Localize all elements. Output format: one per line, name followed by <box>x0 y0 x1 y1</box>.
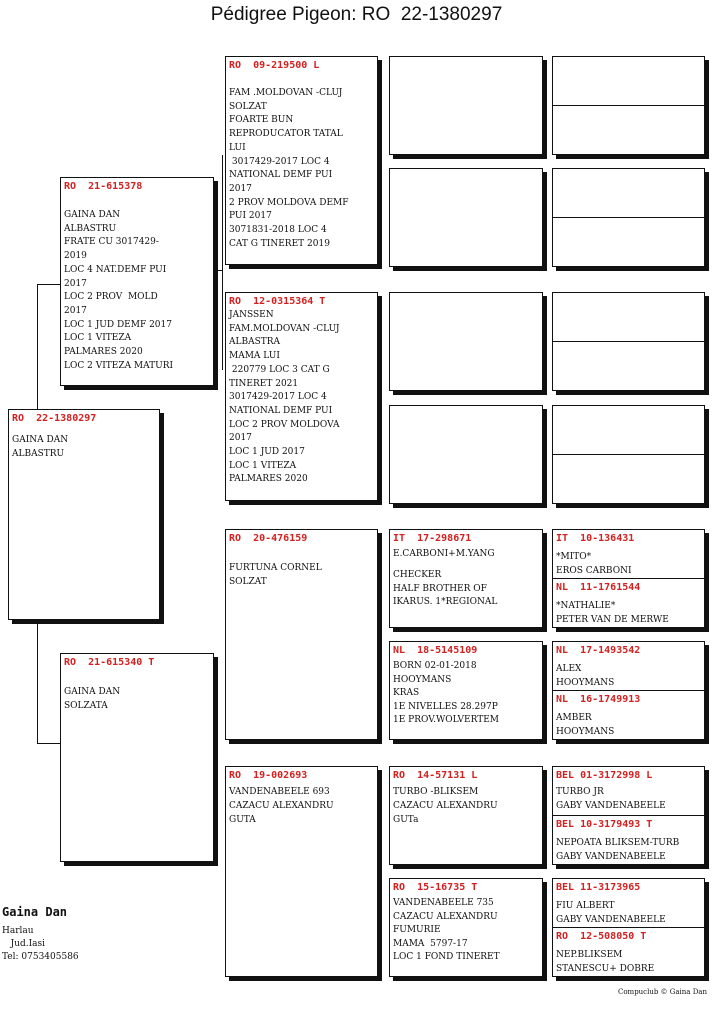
pedigree-card-empty[interactable] <box>552 168 705 267</box>
pigeon-info: VANDENABEELE 693 CAZACU ALEXANDRU GUTA <box>229 787 334 825</box>
ring-number: RO 14-57131 L <box>393 770 478 781</box>
pedigree-card-g4-pair[interactable] <box>552 529 705 628</box>
pigeon-info: CHECKER HALF BROTHER OF IKARUS. 1*REGIONAL <box>393 570 498 607</box>
pedigree-card-empty[interactable] <box>552 405 705 504</box>
breeder-address: Harlau Jud.Iasi Tel: 0753405586 <box>2 926 79 962</box>
ring-number: RO 19-002693 <box>229 770 308 781</box>
pedigree-card-dam-dam[interactable] <box>225 766 378 977</box>
pigeon-info: GAINA DAN ALBASTRU FRATE CU 3017429- 2019 LOC 4 NAT.DEMF PUI 2017 LOC 2 PROV MOLD 2017 LOC 1 JUD DEMF 2017 LOC 1 VITEZA PALMARES 2020 LOC 2 VITEZA MATURI <box>64 210 174 371</box>
pedigree-card-empty[interactable] <box>389 292 543 391</box>
pedigree-card-subject[interactable] <box>8 409 160 620</box>
footer-credit: Compuclub © Gaina Dan <box>617 988 707 996</box>
pigeon-info: AMBER HOOYMANS <box>556 713 615 737</box>
pigeon-info: *NATHALIE* PETER VAN DE MERWE <box>556 601 669 625</box>
pigeon-info: JANSSEN FAM.MOLDOVAN -CLUJ ALBASTRA MAMA LUI 220779 LOC 3 CAT G TINERET 2021 3017429-2017 LOC 4 NATIONAL DEMF PUI LOC 2 PROV MOLDOVA 2017 LOC 1 JUD 2017 LOC 1 VITEZA PALMARES 2020 <box>229 310 340 485</box>
pedigree-card-empty[interactable] <box>389 405 543 504</box>
ring-number: BEL 01-3172998 L <box>556 770 653 781</box>
ring-number: RO 20-476159 <box>229 533 308 544</box>
ring-number: RO 12-508050 T <box>556 931 647 942</box>
pigeon-info: GAINA DAN SOLZATA <box>64 687 121 711</box>
pigeon-info: FIU ALBERT GABY VANDENABEELE <box>556 901 666 925</box>
pigeon-info: TURBO JR GABY VANDENABEELE <box>556 787 666 811</box>
pedigree-card-empty[interactable] <box>389 168 543 267</box>
ring-number: RO 09-219500 L <box>229 60 320 71</box>
pedigree-card-dds[interactable] <box>389 766 543 865</box>
breeder-name: Gaina Dan <box>2 905 68 919</box>
pedigree-card-sire-dam[interactable] <box>225 292 378 501</box>
ring-number: BEL 10-3179493 T <box>556 819 653 830</box>
pigeon-info: VANDENABEELE 735 CAZACU ALEXANDRU FUMURIE MAMA 5797-17 LOC 1 FOND TINERET <box>393 898 500 962</box>
pigeon-info: FAM .MOLDOVAN -CLUJ SOLZAT FOARTE BUN REPRODUCATOR TATAL LUI 3017429-2017 LOC 4 NATIONAL DEMF PUI 2017 2 PROV MOLDOVA DEMF PUI 2017 3071831-2018 LOC 4 CAT G TINERET 2019 <box>229 88 349 249</box>
connector-line <box>37 620 38 744</box>
breeder-info <box>2 905 79 964</box>
ring-number: RO 21-615340 T <box>64 657 155 668</box>
divider <box>552 341 705 342</box>
connector-line <box>222 155 223 370</box>
pigeon-info: TURBO -BLIKSEM CAZACU ALEXANDRU GUTa <box>393 787 498 825</box>
pigeon-info: FURTUNA CORNEL SOLZAT <box>229 563 322 587</box>
ring-number: IT 17-298671 <box>393 533 472 544</box>
pedigree-card-sire-sire[interactable] <box>225 56 378 265</box>
connector-line <box>37 284 60 285</box>
pedigree-card-g4-pair[interactable] <box>552 766 705 865</box>
pedigree-card-sire[interactable] <box>60 177 214 386</box>
pedigree-card-dsd[interactable] <box>389 641 543 740</box>
pedigree-card-dss[interactable] <box>389 529 543 628</box>
ring-number: RO 21-615378 <box>64 181 143 192</box>
ring-number: NL 11-1761544 <box>556 582 641 593</box>
connector-line <box>37 743 60 744</box>
pigeon-info: BORN 02-01-2018 HOOYMANS KRAS 1E NIVELLES 28.297P 1E PROV.WOLVERTEM <box>393 661 500 725</box>
divider <box>552 105 705 106</box>
pigeon-info: NEPOATA BLIKSEM-TURB GABY VANDENABEELE <box>556 838 680 862</box>
ring-number: NL 18-5145109 <box>393 645 478 656</box>
pedigree-card-empty[interactable] <box>389 56 543 155</box>
pigeon-info: E.CARBONI+M.YANG <box>393 549 495 559</box>
pedigree-card-empty[interactable] <box>552 292 705 391</box>
pigeon-info: *MITO* EROS CARBONI <box>556 552 632 576</box>
ring-number: RO 12-0315364 T <box>229 296 326 307</box>
ring-number: IT 10-136431 <box>556 533 635 544</box>
pedigree-card-g4-pair[interactable] <box>552 878 705 977</box>
connector-line <box>37 284 38 410</box>
ring-number: RO 22-1380297 <box>12 413 97 424</box>
divider <box>552 217 705 218</box>
pedigree-card-g4-pair[interactable] <box>552 641 705 740</box>
pedigree-card-dam[interactable] <box>60 653 214 862</box>
ring-number: RO 15-16735 T <box>393 882 478 893</box>
pedigree-card-dam-sire[interactable] <box>225 529 378 740</box>
pigeon-info: GAINA DAN ALBASTRU <box>12 435 69 459</box>
pigeon-info: NEP.BLIKSEM STANESCU+ DOBRE <box>556 950 655 974</box>
ring-number: BEL 11-3173965 <box>556 882 641 893</box>
connector-line <box>216 270 223 271</box>
pedigree-card-empty[interactable] <box>552 56 705 155</box>
pigeon-info: ALEX HOOYMANS <box>556 664 615 688</box>
ring-number: NL 16-1749913 <box>556 694 641 705</box>
ring-number: NL 17-1493542 <box>556 645 641 656</box>
page-title: Pédigree Pigeon: RO 22-1380297 <box>210 4 503 25</box>
pedigree-card-ddd[interactable] <box>389 878 543 977</box>
divider <box>552 454 705 455</box>
